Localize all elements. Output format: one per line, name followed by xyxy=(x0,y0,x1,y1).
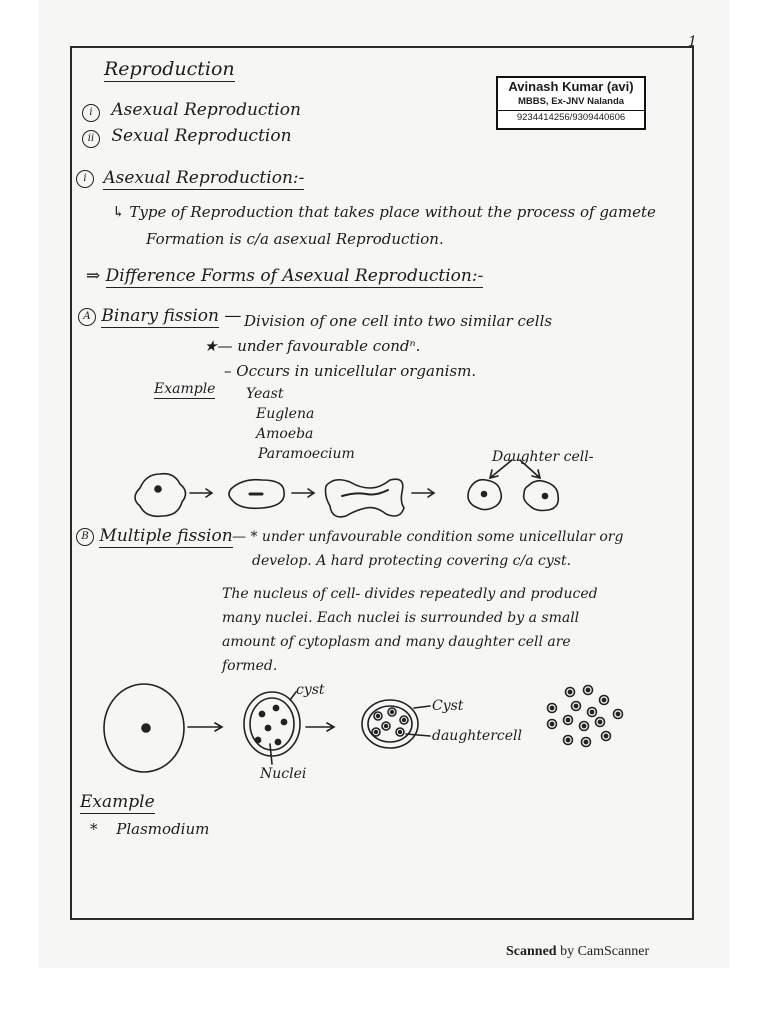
multiple-para-1: The nucleus of cell- divides repeatedly and produced xyxy=(222,586,598,602)
daughter-cell-label: Daughter cell- xyxy=(492,449,594,465)
type-number: i xyxy=(82,104,100,122)
binary-fission-name: Binary fission xyxy=(101,306,219,326)
binary-constricting-cell xyxy=(326,479,405,517)
stamp-qualification: MBBS, Ex-JNV Nalanda xyxy=(517,96,625,107)
mf-cyst-outer xyxy=(244,692,300,756)
type-label: Sexual Reproduction xyxy=(111,126,292,146)
example-item-text: Plasmodium xyxy=(116,820,210,838)
bullet-asterisk: * xyxy=(90,820,98,838)
arrow-1 xyxy=(190,489,212,497)
type-label: Asexual Reproduction xyxy=(111,100,301,120)
binary-point-2-text: under favourable condⁿ. xyxy=(237,337,421,355)
mf-daughter-cluster xyxy=(372,708,408,736)
arrow-icon: ↳ xyxy=(112,203,125,221)
mf-arrow-2 xyxy=(306,723,334,731)
example-amoeba: Amoeba xyxy=(256,426,314,442)
label-cyst-1: cyst xyxy=(296,682,325,698)
mf-nucleus-dot xyxy=(281,719,286,724)
dash-marker: – xyxy=(224,362,232,380)
definition-line-2: Formation is c/a asexual Reproduction. xyxy=(146,230,444,248)
mf-cyst-pointer-1 xyxy=(290,692,296,700)
mf-arrow-1 xyxy=(188,723,222,731)
page-number: 1 xyxy=(688,34,697,50)
dash: — xyxy=(224,306,242,326)
scanner-rest: by CamScanner xyxy=(556,944,650,959)
multiple-para-2: many nuclei. Each nuclei is surrounded by a small xyxy=(222,610,580,626)
section-heading-text: Asexual Reproduction:- xyxy=(103,168,305,188)
label-nuclei: Nuclei xyxy=(260,766,307,782)
mf-parent-nucleus xyxy=(142,724,150,732)
mf-released-daughters xyxy=(548,686,623,747)
arrow-2 xyxy=(292,489,314,497)
daughter-pointer-1 xyxy=(490,460,512,478)
multiple-para-3: amount of cytoplasm and many daughter cell are xyxy=(222,634,571,650)
section-number: i xyxy=(76,170,94,188)
example-yeast: Yeast xyxy=(246,386,284,402)
binary-split-nucleus xyxy=(342,490,388,496)
stamp-name: Avinash Kumar (avi) xyxy=(508,79,634,94)
double-arrow-icon: ⇒ xyxy=(86,266,101,286)
mf-nucleus-dot xyxy=(273,705,278,710)
type-number: ii xyxy=(82,130,100,148)
mf-nucleus-dot xyxy=(255,737,260,742)
multiple-fission-name: Multiple fission xyxy=(99,526,233,546)
daughter-nucleus-2 xyxy=(543,494,548,499)
daughter-pointer-2 xyxy=(520,460,540,478)
mf-nucleus-dot xyxy=(259,711,264,716)
mf-nuclei-pointer xyxy=(270,744,272,764)
daughter-nucleus-1 xyxy=(482,492,487,497)
scanner-brand: Scanned xyxy=(506,944,557,959)
mf-nucleus-dot xyxy=(265,725,270,730)
forms-heading-text: Difference Forms of Asexual Reproduction:- xyxy=(105,266,484,286)
label-daughter-cell: daughtercell xyxy=(432,728,522,744)
multiple-line-1: — * under unfavourable condition some unicellular org xyxy=(232,529,624,545)
binary-parent-cell xyxy=(135,474,186,517)
example-label: Example xyxy=(154,381,216,397)
example-paramoecium: Paramoecium xyxy=(258,446,355,462)
star-icon: ★— xyxy=(204,337,233,355)
example-heading: Example xyxy=(80,792,155,812)
binary-point-1: Division of one cell into two similar cells xyxy=(244,312,553,330)
example-euglena: Euglena xyxy=(256,406,315,422)
binary-parent-nucleus xyxy=(155,486,161,492)
stamp-phone: 9234414256/9309440606 xyxy=(498,110,644,125)
multiple-para-4: formed. xyxy=(222,658,278,674)
page-title: Reproduction xyxy=(104,58,235,80)
multiple-line-2: develop. A hard protecting covering c/a cyst. xyxy=(252,553,572,569)
section-letter: A xyxy=(78,308,96,326)
mf-daughter-pointer xyxy=(406,734,430,736)
arrow-3 xyxy=(412,489,434,497)
mf-cyst-pointer-2 xyxy=(414,706,430,708)
mf-nucleus-dot xyxy=(275,739,280,744)
daughter-cell-2 xyxy=(524,481,559,511)
definition-text-1: Type of Reproduction that takes place without the process of gamete xyxy=(129,203,656,221)
label-cyst-2: Cyst xyxy=(432,698,464,714)
section-letter: B xyxy=(76,528,94,546)
binary-point-3-text: Occurs in unicellular organism. xyxy=(236,362,477,380)
